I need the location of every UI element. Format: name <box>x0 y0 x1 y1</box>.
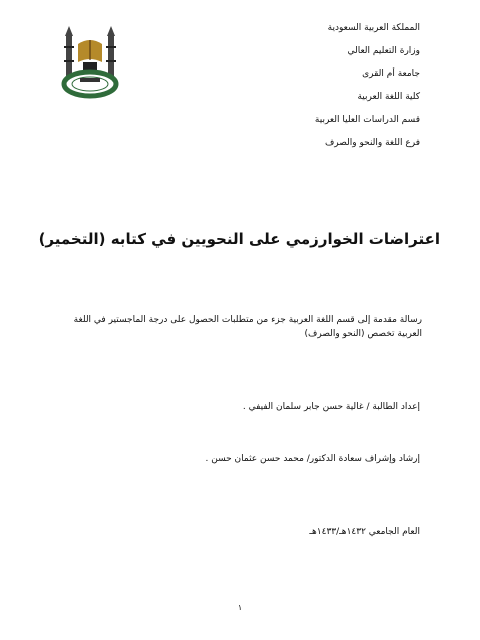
thesis-purpose: رسالة مقدمة إلى قسم اللغة العربية جزء من متطلبات الحصول على درجة الماجستير في اللغة العربية تخصص (النحو والصرف) <box>73 315 422 339</box>
page-number: ١ <box>237 603 243 612</box>
header-country: المملكة العربية السعودية <box>327 23 420 33</box>
prepared-by: إعداد الطالبة / غالية حسن جابر سلمان الفيفي . <box>242 402 420 412</box>
header-college: كلية اللغة العربية <box>357 92 420 102</box>
supervisor: إرشاد وإشراف سعادة الدكتور/ محمد حسن عثمان حسن . <box>205 454 420 464</box>
header-branch: فرع اللغة والنحو والصرف <box>324 138 420 148</box>
academic-year: العام الجامعي ١٤٣٢هـ/١٤٣٣هـ <box>309 527 420 537</box>
header-ministry: وزارة التعليم العالي <box>347 46 420 56</box>
header-department: قسم الدراسات العليا العربية <box>314 115 420 125</box>
thesis-title: اعتراضات الخوارزمي على النحويين في كتابه (التخمير) <box>38 230 440 248</box>
institution-header <box>200 22 420 160</box>
header-university: جامعة أم القرى <box>362 69 420 79</box>
umm-al-qura-university-emblem-icon <box>58 22 122 102</box>
